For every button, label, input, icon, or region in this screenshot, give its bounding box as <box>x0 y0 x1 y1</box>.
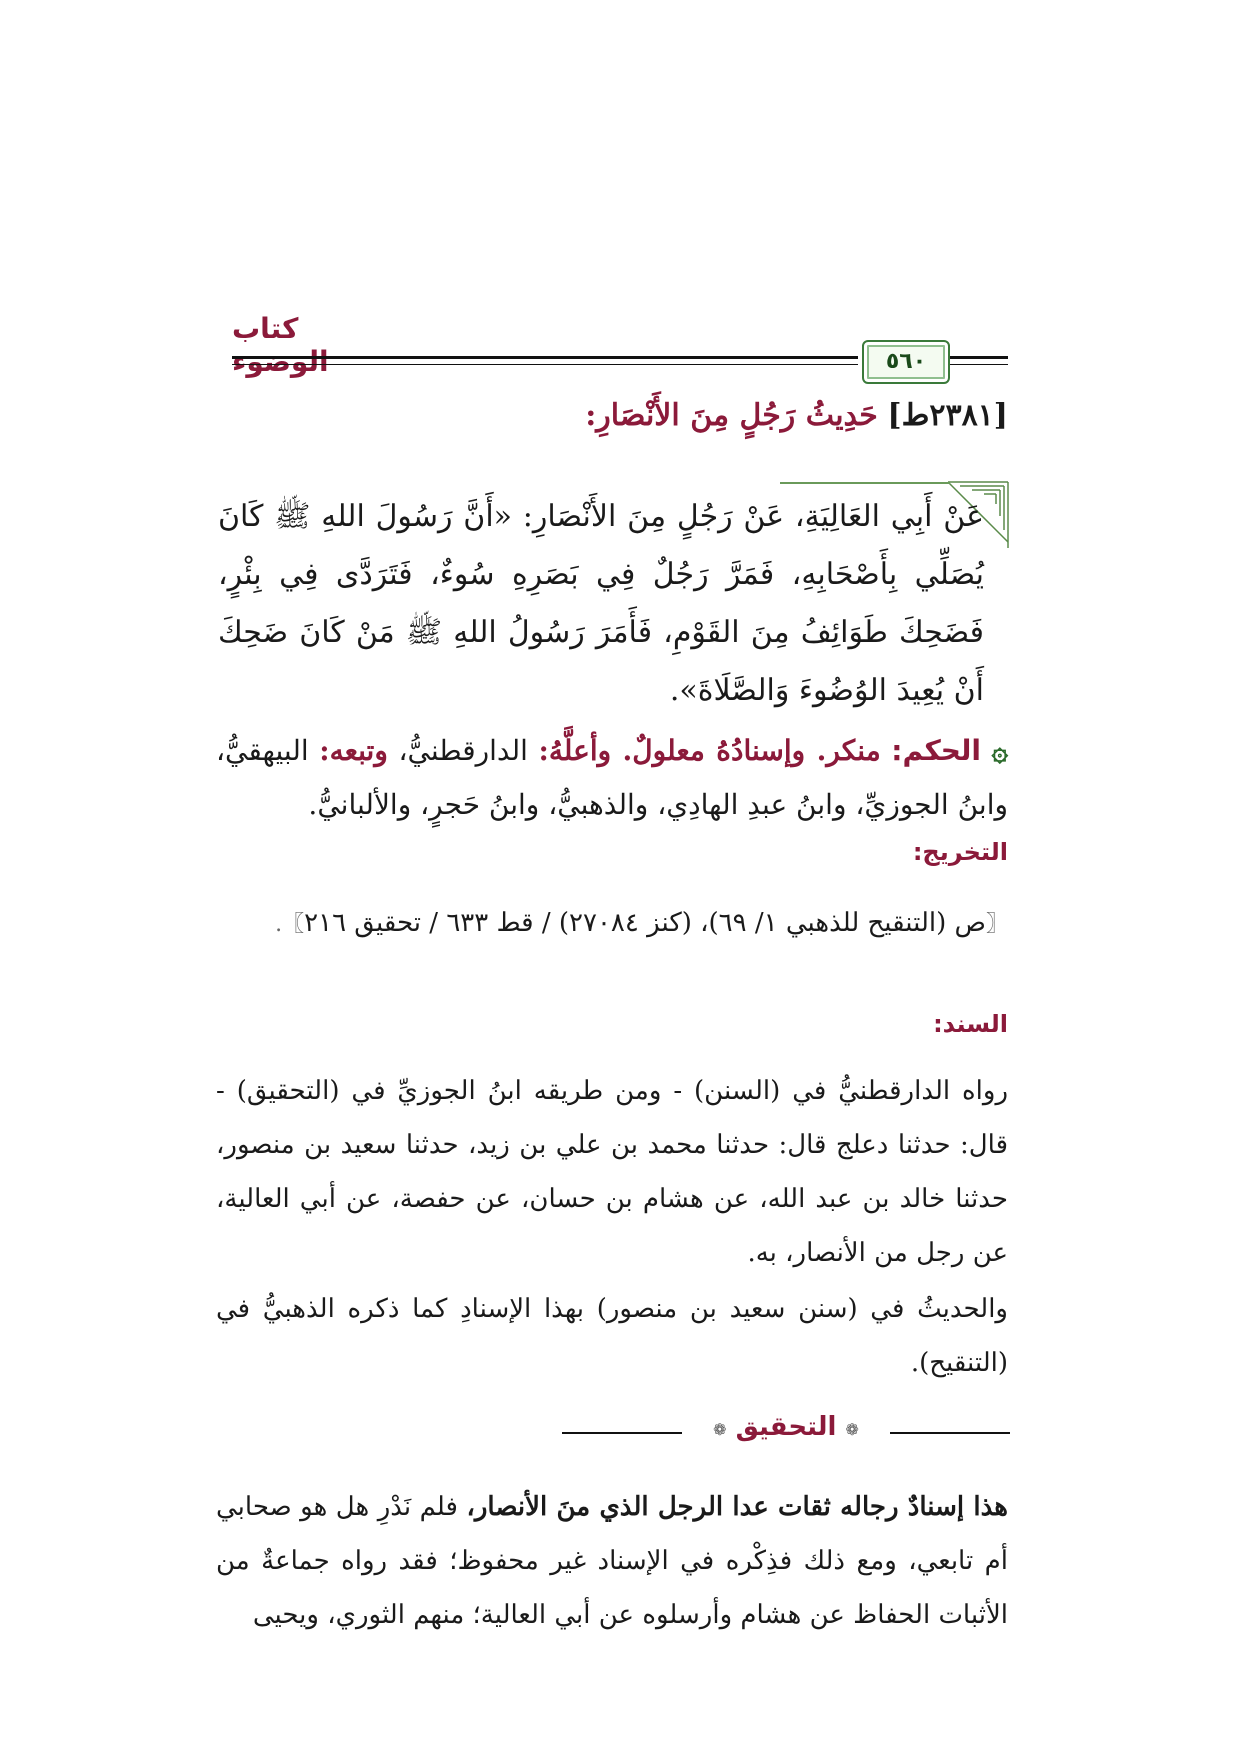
sanad-paragraph-2: والحديثُ في (سنن سعيد بن منصور) بهذا الإسنادِ كما ذكره الذهبيُّ في (التنقيح). <box>216 1294 1008 1378</box>
takhrij-open-bracket: 〖 <box>985 912 1008 937</box>
divider-ornament-icon: ❁ <box>713 1420 727 1439</box>
ruling-label: الحكم: <box>891 734 982 767</box>
ruling-followed-label: وتبعه: <box>319 734 388 767</box>
ruling-verdict: منكر. وإسنادُهُ معلولٌ. وأعلَّهُ: <box>538 734 881 767</box>
takhrij-heading: التخريج: <box>912 838 1008 866</box>
ruling-authorities-1: الدارقطنيُّ، <box>398 734 528 767</box>
ruling-authorities-2: البيهقيُّ، وابنُ الجوزيِّ، وابنُ عبدِ الهادِي، والذهبيُّ، وابنُ حَجرٍ، والألبانيُّ. <box>216 734 1008 821</box>
tahqiq-divider <box>562 1412 1010 1448</box>
sanad-paragraph-1: رواه الدارقطنيُّ في (السنن) - ومن طريقه ابنُ الجوزيِّ في (التحقيق) - قال: حدثنا دعلج قال: حدثنا محمد بن علي بن زيد، حدثنا سعيد بن منصور، حدثنا خالد بن عبد الله، عن هشام بن حسان، عن حفصة، عن أبي العالية، عن رجل من الأنصار، به. <box>216 1076 1008 1268</box>
header-rule-right-thin <box>950 364 1008 365</box>
hadith-frame-line <box>780 482 950 484</box>
header-rule-thin <box>232 364 858 365</box>
hadith-number: [٢٣٨١ط] <box>887 398 1008 433</box>
takhrij-close-bracket: 〗. <box>275 912 305 937</box>
hadith-title: حَدِيثُ رَجُلٍ مِنَ الأَنْصَارِ: <box>585 398 878 433</box>
ruling <box>216 724 1008 832</box>
sanad-heading: السند: <box>933 1010 1008 1038</box>
takhrij-text <box>216 896 1008 952</box>
hadith-heading <box>228 398 1008 433</box>
ruling-mark-icon: ۞ <box>991 734 1009 767</box>
header-rule-right <box>950 356 1008 359</box>
page-number: ٥٦٠ <box>862 340 950 384</box>
header-rule <box>232 356 858 359</box>
divider-ornament-icon: ❁ <box>845 1420 859 1439</box>
tahqiq-body: فلم نَدْرِ هل هو صحابي أم تابعي، ومع ذلك فذِكْره في الإسناد غير محفوظ؛ فقد رواه جماعةٌ من الأثبات الحفاظ عن هشام وأرسلوه عن أبي العالية؛ منهم الثوري، ويحيى <box>216 1492 1008 1630</box>
tahqiq-lead: هذا إسنادٌ رجاله ثقات عدا الرجل الذي منَ الأنصار، <box>466 1492 1009 1522</box>
book-title: كتاب الوضوء <box>232 312 329 378</box>
takhrij-body: ص (التنقيح للذهبي ١/ ٦٩)، (كنز ٢٧٠٨٤) / قط ٦٣٣ / تحقيق ٢١٦ <box>304 908 986 938</box>
tahqiq-heading: التحقيق <box>735 1412 837 1442</box>
hadith-text: عَنْ أَبِي العَالِيَةِ، عَنْ رَجُلٍ مِنَ الأَنْصَارِ: «أَنَّ رَسُولَ اللهِ ﷺ كَانَ يُصَلِّي بِأَصْحَابِهِ، فَمَرَّ رَجُلٌ فِي بَصَرِهِ سُوءٌ، فَتَرَدَّى فِي بِئْرٍ، فَضَحِكَ طَوَائِفُ مِنَ القَوْمِ، فَأَمَرَ رَسُولُ اللهِ ﷺ مَنْ كَانَ ضَحِكَ أَنْ يُعِيدَ الوُضُوءَ وَالصَّلَاةَ». <box>218 499 984 708</box>
tahqiq-paragraph <box>216 1480 1008 1642</box>
